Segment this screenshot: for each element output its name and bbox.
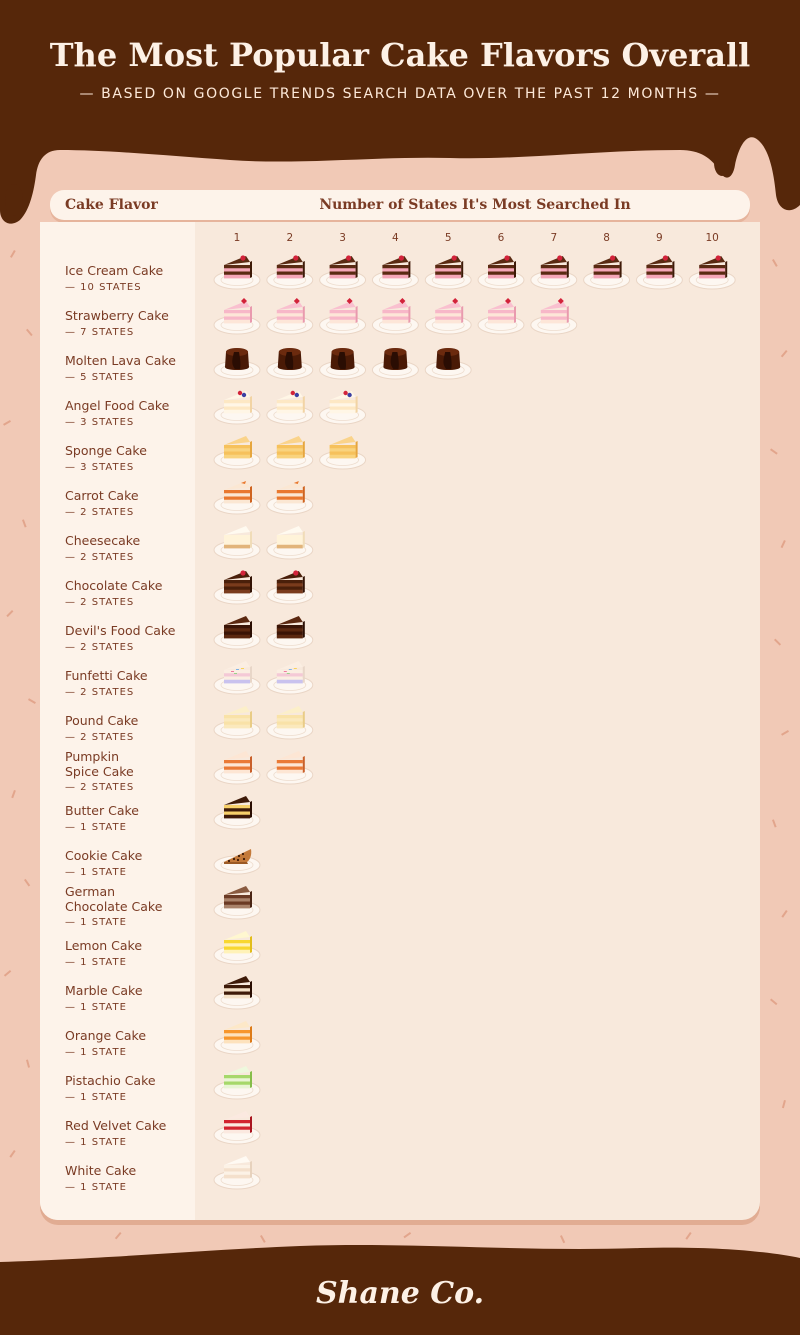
flavor-name: Marble Cake [65, 983, 143, 998]
x-tick-label: 1 [233, 232, 241, 244]
cake-icon-devil [267, 616, 313, 649]
flavor-state-count: — 1 STATE [65, 1182, 127, 1193]
x-tick-label: 5 [444, 232, 452, 244]
flavor-state-count: — 2 STATES [65, 507, 135, 518]
cake-icon-cookie [214, 849, 260, 874]
cake-icon-pistachio [214, 1066, 260, 1099]
flavor-state-count: — 10 STATES [65, 282, 142, 293]
cake-icon-strawberry [478, 298, 524, 334]
cake-icon-redvelvet [214, 1111, 260, 1144]
cake-icon-cheese [267, 526, 313, 559]
cake-icon-sponge [320, 436, 366, 469]
cake-icon-lava [267, 348, 313, 379]
cake-icon-pumpkin [267, 751, 313, 784]
cake-icon-icecream [425, 255, 471, 289]
cake-icon-angel [214, 391, 260, 424]
cake-icon-angel [267, 391, 313, 424]
flavor-name: Molten Lava Cake [65, 353, 176, 368]
cake-icon-strawberry [267, 298, 313, 334]
cake-icon-strawberry [320, 298, 366, 334]
flavor-state-count: — 1 STATE [65, 1092, 127, 1103]
flavor-state-count: — 1 STATE [65, 1047, 127, 1058]
cake-icon-chocolate [214, 570, 260, 604]
cake-icon-strawberry [372, 298, 418, 334]
cake-icon-strawberry [214, 298, 260, 334]
cake-icon-pound [267, 706, 313, 739]
cake-icon-angel [320, 391, 366, 424]
flavor-name: Sponge Cake [65, 443, 147, 458]
column-header-states: Number of States It's Most Searched In [319, 197, 631, 213]
flavor-state-count: — 1 STATE [65, 957, 127, 968]
flavor-state-count: — 3 STATES [65, 462, 135, 473]
flavor-name: Cheesecake [65, 533, 141, 548]
cake-icon-sponge [267, 436, 313, 469]
cake-icon-icecream [478, 255, 524, 289]
flavor-state-count: — 7 STATES [65, 327, 135, 338]
flavor-state-count: — 3 STATES [65, 417, 135, 428]
x-tick-label: 3 [339, 232, 346, 244]
flavor-state-count: — 2 STATES [65, 732, 135, 743]
flavor-name: Strawberry Cake [65, 308, 169, 323]
cake-icon-orange [214, 1021, 260, 1054]
x-tick-label: 7 [550, 232, 558, 244]
flavor-name: Funfetti Cake [65, 668, 148, 683]
cake-icon-lava [425, 348, 471, 379]
cake-icon-german [214, 886, 260, 919]
cake-icon-carrot [214, 481, 260, 514]
cake-icon-butter [214, 796, 260, 829]
flavor-name: Devil's Food Cake [65, 623, 176, 638]
flavor-state-count: — 2 STATES [65, 552, 135, 563]
flavor-name: German [65, 884, 116, 899]
flavor-state-count: — 2 STATES [65, 782, 135, 793]
cake-icon-cheese [214, 526, 260, 559]
flavor-name: Chocolate Cake [65, 578, 163, 593]
flavor-state-count: — 2 STATES [65, 597, 135, 608]
cake-icon-lava [372, 348, 418, 379]
flavor-state-count: — 1 STATE [65, 917, 127, 928]
chart-title: The Most Popular Cake Flavors Overall [49, 36, 751, 74]
cake-icon-funfetti [267, 661, 313, 694]
cake-icon-sponge [214, 436, 260, 469]
x-tick-label: 4 [392, 232, 399, 244]
flavor-name: Ice Cream Cake [65, 263, 164, 278]
x-tick-label: 9 [656, 232, 663, 244]
cake-icon-icecream [214, 255, 260, 289]
cake-icon-chocolate [267, 570, 313, 604]
chart-subtitle: — BASED ON GOOGLE TRENDS SEARCH DATA OVER THE PAST 12 MONTHS — [79, 86, 721, 102]
flavor-name: Pound Cake [65, 713, 139, 728]
cake-icon-funfetti [214, 661, 260, 694]
flavor-name: Angel Food Cake [65, 398, 170, 413]
flavor-state-count: — 1 STATE [65, 867, 127, 878]
cake-icon-icecream [372, 255, 418, 289]
cake-icon-pound [214, 706, 260, 739]
flavor-name: Orange Cake [65, 1028, 147, 1043]
cake-icon-icecream [689, 255, 735, 289]
flavor-name: Red Velvet Cake [65, 1118, 167, 1133]
cake-icon-strawberry [531, 298, 577, 334]
cake-icon-icecream [267, 255, 313, 289]
brand-logo: Shane Co. [315, 1276, 485, 1311]
cake-icon-devil [214, 616, 260, 649]
flavor-state-count: — 1 STATE [65, 1002, 127, 1013]
cake-icon-carrot [267, 481, 313, 514]
cake-icon-lava [320, 348, 366, 379]
flavor-name: Chocolate Cake [65, 899, 163, 914]
flavor-name: Cookie Cake [65, 848, 143, 863]
cake-icon-lava [214, 348, 260, 379]
flavor-name: White Cake [65, 1163, 137, 1178]
flavor-name: Carrot Cake [65, 488, 139, 503]
cake-icon-white [214, 1156, 260, 1189]
flavor-name: Spice Cake [65, 764, 134, 779]
flavor-name: Pumpkin [65, 749, 119, 764]
flavor-name: Butter Cake [65, 803, 139, 818]
cake-icon-icecream [636, 255, 682, 289]
flavor-state-count: — 2 STATES [65, 642, 135, 653]
cake-icon-pumpkin [214, 751, 260, 784]
flavor-name: Pistachio Cake [65, 1073, 156, 1088]
cake-icon-icecream [320, 255, 366, 289]
cake-icon-icecream [584, 255, 630, 289]
x-tick-label: 8 [603, 232, 610, 244]
x-tick-label: 2 [286, 232, 294, 244]
flavor-state-count: — 1 STATE [65, 1137, 127, 1148]
cake-icon-icecream [531, 255, 577, 289]
flavor-state-count: — 1 STATE [65, 822, 127, 833]
x-tick-label: 10 [705, 232, 719, 244]
flavor-state-count: — 5 STATES [65, 372, 135, 383]
cake-icon-marble [214, 976, 260, 1009]
x-tick-label: 6 [497, 232, 505, 244]
flavor-name: Lemon Cake [65, 938, 143, 953]
column-header-cake-flavor: Cake Flavor [65, 197, 158, 213]
cake-icon-strawberry [425, 298, 471, 334]
cake-icon-lemon [214, 931, 260, 964]
flavor-state-count: — 2 STATES [65, 687, 135, 698]
